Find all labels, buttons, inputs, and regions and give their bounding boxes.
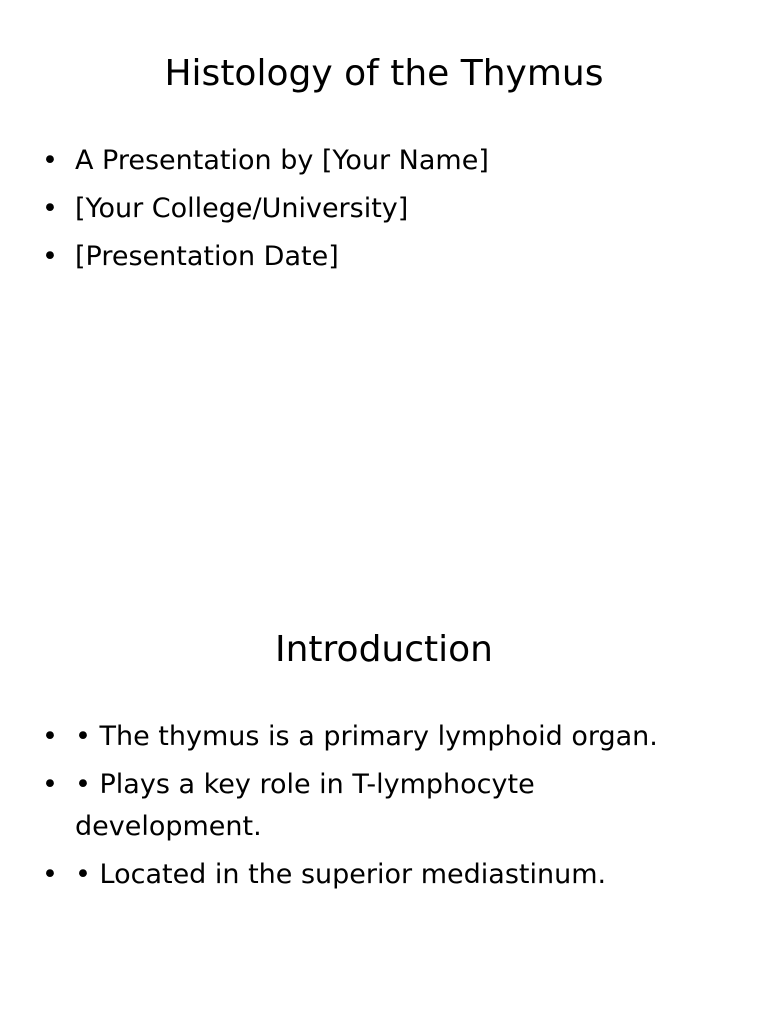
bullet-list	[40, 140, 720, 284]
bullet-icon: •	[42, 145, 58, 176]
bullet-text: [Your College/University]	[75, 193, 409, 224]
slide-introduction	[0, 576, 768, 1024]
bullet-text: • Located in the superior mediastinum.	[75, 859, 607, 890]
bullet-icon: •	[42, 769, 58, 800]
bullet-item	[40, 854, 720, 896]
bullet-icon: •	[42, 859, 58, 890]
bullet-text: • The thymus is a primary lymphoid organ.	[75, 721, 658, 752]
bullet-text: A Presentation by [Your Name]	[75, 145, 489, 176]
bullet-item	[40, 140, 720, 182]
bullet-text: [Presentation Date]	[75, 241, 339, 272]
bullet-icon: •	[42, 721, 58, 752]
bullet-item	[40, 764, 720, 848]
bullet-list	[40, 716, 720, 902]
slide-title: Histology of the Thymus	[164, 53, 604, 94]
bullet-item	[40, 236, 720, 278]
bullet-item	[40, 716, 720, 758]
bullet-text: • Plays a key role in T-lymphocyte development.	[75, 769, 535, 842]
bullet-icon: •	[42, 241, 58, 272]
bullet-item	[40, 188, 720, 230]
bullet-icon: •	[42, 193, 58, 224]
slide-title: Introduction	[274, 629, 493, 670]
